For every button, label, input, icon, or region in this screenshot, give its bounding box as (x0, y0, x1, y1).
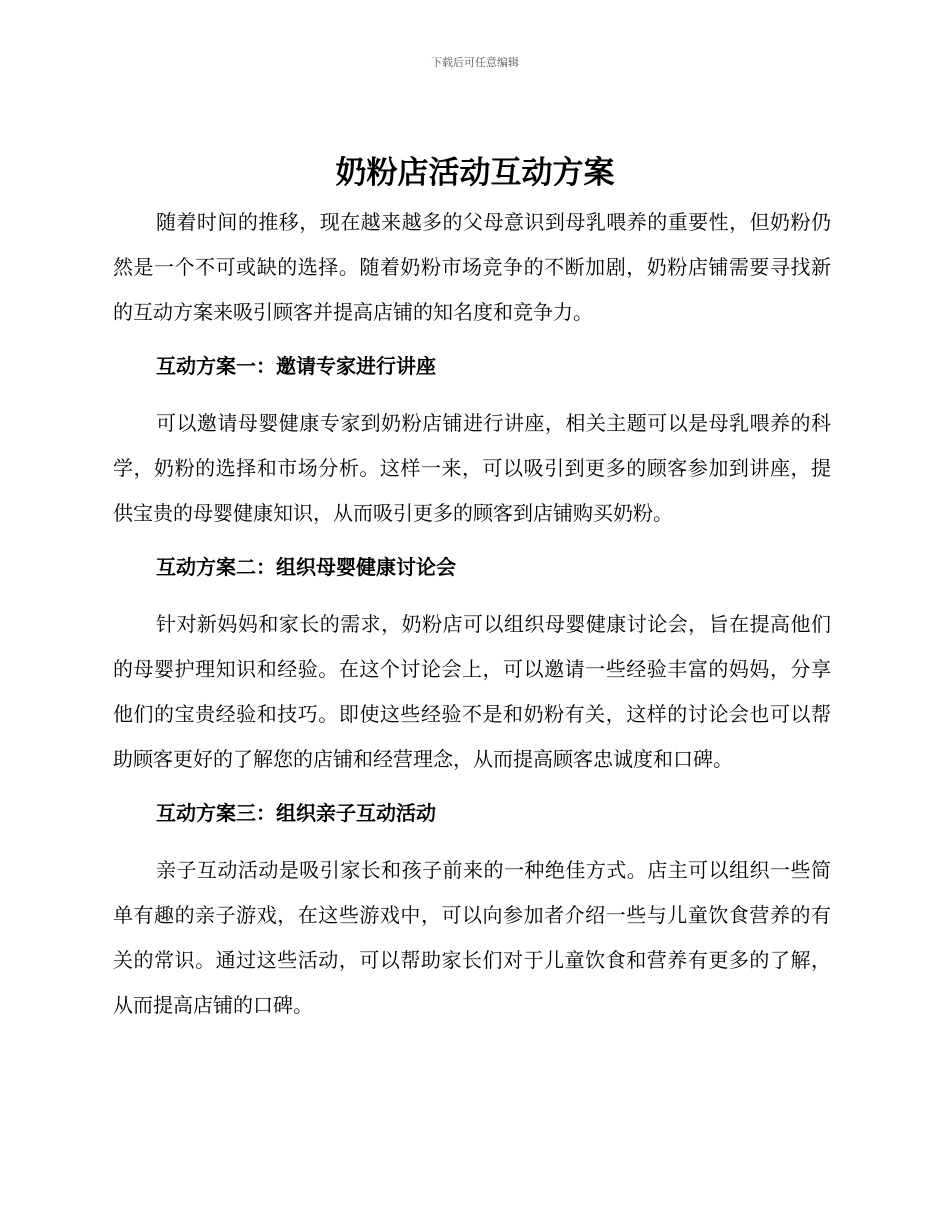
section-heading-1: 互动方案一：邀请专家进行讲座 (156, 354, 436, 378)
document-title: 奶粉店活动互动方案 (335, 155, 615, 191)
section-heading-2: 互动方案二：组织母婴健康讨论会 (156, 555, 456, 579)
section-body-1: 可以邀请母婴健康专家到奶粉店铺进行讲座，相关主题可以是母乳喂养的科学，奶粉的选择和市场分析。这样一来，可以吸引到更多的顾客参加到讲座，提供宝贵的母婴健康知识，从而吸引更多的顾客到店铺购买奶粉。 (113, 411, 831, 525)
section-body-3: 亲子互动活动是吸引家长和孩子前来的一种绝佳方式。店主可以组织一些简单有趣的亲子游戏，在这些游戏中，可以向参加者介绍一些与儿童饮食营养的有关的常识。通过这些活动，可以帮助家长们对于儿童饮食和营养有更多的了解，从而提高店铺的口碑。 (113, 858, 831, 1017)
document-body (113, 200, 831, 1028)
header-note: 下载后可任意编辑 (431, 56, 519, 69)
intro-paragraph: 随着时间的推移，现在越来越多的父母意识到母乳喂养的重要性，但奶粉仍然是一个不可或缺的选择。随着奶粉市场竞争的不断加剧，奶粉店铺需要寻找新的互动方案来吸引顾客并提高店铺的知名度和竞争力。 (113, 210, 831, 324)
section-body-2: 针对新妈妈和家长的需求，奶粉店可以组织母婴健康讨论会，旨在提高他们的母婴护理知识和经验。在这个讨论会上，可以邀请一些经验丰富的妈妈，分享他们的宝贵经验和技巧。即使这些经验不是和奶粉有关，这样的讨论会也可以帮助顾客更好的了解您的店铺和经营理念，从而提高顾客忠诚度和口碑。 (113, 612, 831, 771)
section-heading-3: 互动方案三：组织亲子互动活动 (156, 801, 436, 825)
